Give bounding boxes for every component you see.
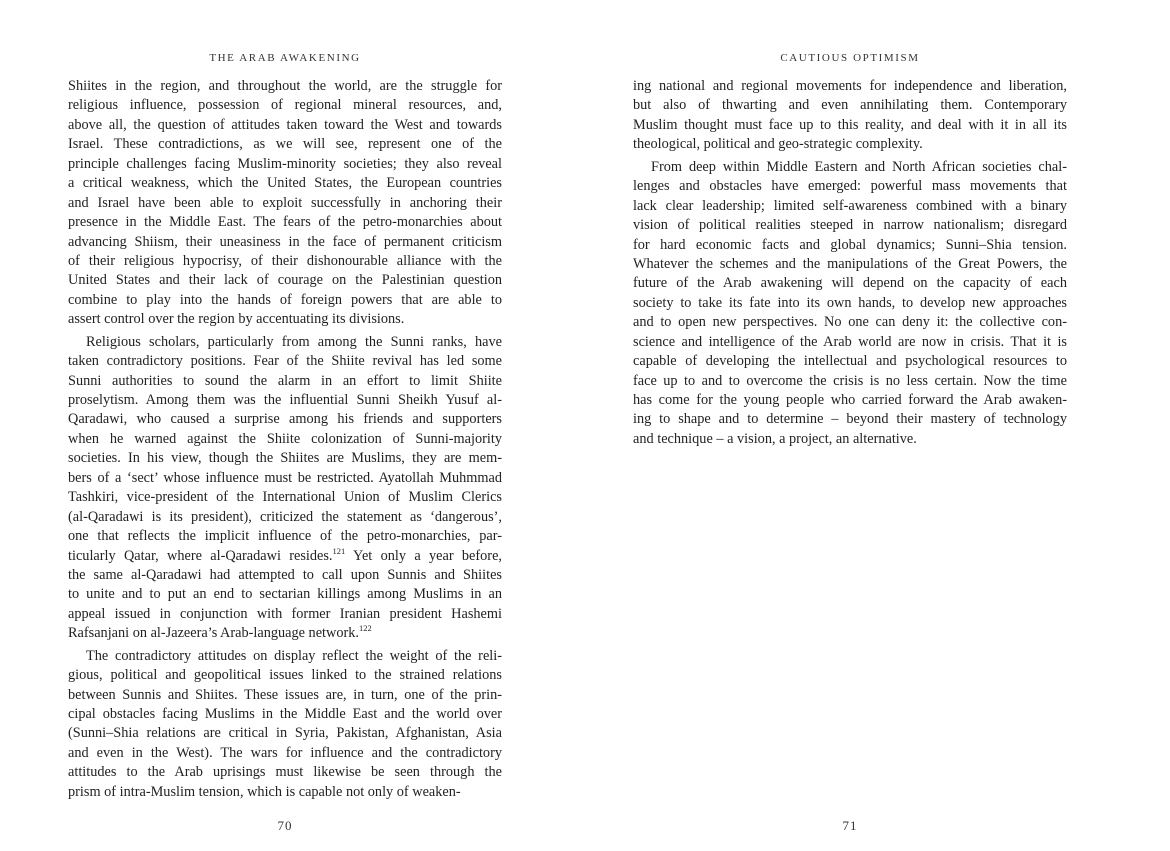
text-line: Whatever the schemes and the manipulations of the Great Powers, the: [633, 255, 1067, 272]
text-line: Muslim thought must face up to this reality, and deal with it in all its: [633, 116, 1067, 133]
text-line: Sunni authorities to sound the alarm in an effort to limit Shiite: [68, 372, 502, 389]
text-line: bers of a ‘sect’ whose influence must be restricted. Ayatollah Muhmmad: [68, 469, 502, 486]
text-line: ticularly Qatar, where al-Qaradawi resides.$^{121}$ Yet only a year before,: [68, 545, 502, 564]
text-line: and even in the West). The wars for influence and the contradictory: [68, 744, 502, 761]
text-line: and Israel have been able to exploit successfully in anchoring their: [68, 194, 502, 211]
paragraph: [633, 77, 1067, 155]
running-head: CAUTIOUS OPTIMISM: [780, 52, 920, 64]
text-line: ing national and regional movements for independence and liberation,: [633, 78, 1067, 94]
text-line: the same al-Qaradawi had attempted to call upon Sunnis and Shiites: [68, 566, 502, 583]
text-line: Shiites in the region, and throughout the world, are the struggle for: [68, 78, 502, 94]
text-line: Qaradawi, who caused a surprise among his friends and supporters: [68, 411, 502, 428]
text-line: vision of political realities steeped in narrow nationalism; disregard: [633, 217, 1067, 234]
text-line: one that reflects the implicit influence of the petro-monarchies, par-: [68, 528, 502, 545]
text-line: United States and their lack of courage on the Palestinian question: [68, 272, 502, 289]
text-line: societies. In his view, though the Shiites are Muslims, they are mem-: [68, 450, 502, 467]
paragraph: [633, 158, 1067, 450]
text-line: face up to and to overcome the crisis is no less certain. Now the time: [633, 372, 1067, 389]
text-line: capable of developing the intellectual and psychological resources to: [633, 353, 1067, 370]
paragraph: [68, 77, 502, 330]
text-line: religious influence, possession of regional mineral resources, and,: [68, 97, 502, 114]
text-line: a critical weakness, which the United States, the European countries: [68, 175, 502, 192]
page-number: 70: [277, 818, 293, 833]
text-line: lack clear leadership; limited self-awareness combined with a binary: [633, 197, 1067, 214]
footnote-ref: 121: [332, 545, 346, 556]
text-line: and to open new perspectives. No one can deny it: the collective con-: [633, 314, 1067, 331]
text-line: From deep within Middle Eastern and North African societies chal-: [651, 158, 1067, 175]
footnote-ref: 122: [358, 623, 372, 634]
text-line: to unite and to put an end to sectarian killings among Muslims in an: [68, 586, 502, 603]
text-line: Tashkiri, vice-president of the International Union of Muslim Clerics: [68, 489, 502, 506]
text-line: The contradictory attitudes on display reflect the weight of the reli-: [86, 647, 502, 664]
right-page: [585, 0, 1170, 851]
text-line: (Sunni–Shia relations are critical in Syria, Pakistan, Afghanistan, Asia: [68, 725, 502, 742]
text-line: of their religious hypocrisy, of their dishonourable alliance with the: [68, 252, 502, 269]
text-line: has come for the young people who carried forward the Arab awaken-: [633, 392, 1067, 408]
text-line: taken contradictory positions. Fear of the Shiite revival has led some: [68, 353, 502, 370]
text-line: presence in the Middle East. The fears of the petro-monarchies about: [68, 214, 502, 231]
text-line: future of the Arab awakening will depend on the capacity of each: [633, 275, 1067, 292]
running-head: THE ARAB AWAKENING: [209, 52, 361, 64]
text-line: combine to play into the hands of foreign powers that are able to: [68, 291, 502, 308]
text-line: advancing Shiism, their uneasiness in the face of permanent criticism: [68, 233, 502, 250]
text-line: attitudes to the Arab uprisings must likewise be seen through the: [68, 764, 502, 781]
page-number: 71: [842, 818, 858, 833]
paragraph: [68, 333, 502, 644]
text-line: Religious scholars, particularly from among the Sunni ranks, have: [86, 333, 502, 350]
text-line: lenges and obstacles have emerged: powerful mass movements that: [633, 178, 1067, 195]
text-line: for hard economic facts and global dynamics; Sunni–Shia tension.: [633, 236, 1067, 253]
text-line: Rafsanjani on al-Jazeera’s Arab-language network.$^{122}$: [68, 623, 372, 642]
text-line: but also of thwarting and even annihilating them. Contemporary: [633, 97, 1067, 114]
text-line: between Sunnis and Shiites. These issues are, in turn, one of the prin-: [68, 686, 502, 703]
text-line: proselytism. Among them was the influential Sunni Sheikh Yusuf al-: [68, 392, 502, 408]
text-line: prism of intra-Muslim tension, which is capable not only of weaken-: [68, 783, 461, 800]
text-line: theological, political and geo-strategic complexity.: [633, 136, 923, 153]
paragraph: [68, 647, 502, 803]
text-line: appeal issued in conjunction with former Iranian president Hashemi: [68, 605, 502, 622]
text-line: gious, political and geopolitical issues linked to the strained relations: [68, 667, 502, 684]
text-line: Israel. These contradictions, as we will see, represent one of the: [68, 136, 502, 153]
text-line: principle challenges facing Muslim-minority societies; they also reveal: [68, 155, 502, 172]
text-line: science and intelligence of the Arab world are now in crisis. That it is: [633, 333, 1067, 350]
text-line: and technique – a vision, a project, an alternative.: [633, 430, 917, 447]
text-line: ing to shape and to determine – beyond their mastery of technology: [633, 411, 1067, 428]
body-text: [633, 77, 1067, 449]
text-line: above all, the question of attitudes taken toward the West and towards: [68, 116, 502, 133]
text-line: assert control over the region by accentuating its divisions.: [68, 311, 405, 328]
text-line: society to take its fate into its own hands, to develop new approaches: [633, 294, 1067, 311]
text-line: (al-Qaradawi is its president), criticized the statement as ‘dangerous’,: [68, 508, 502, 525]
text-line: cipal obstacles facing Muslims in the Middle East and the world over: [68, 706, 502, 722]
text-line: when he warned against the Shiite colonization of Sunni-majority: [68, 430, 502, 447]
body-text: [68, 77, 502, 802]
